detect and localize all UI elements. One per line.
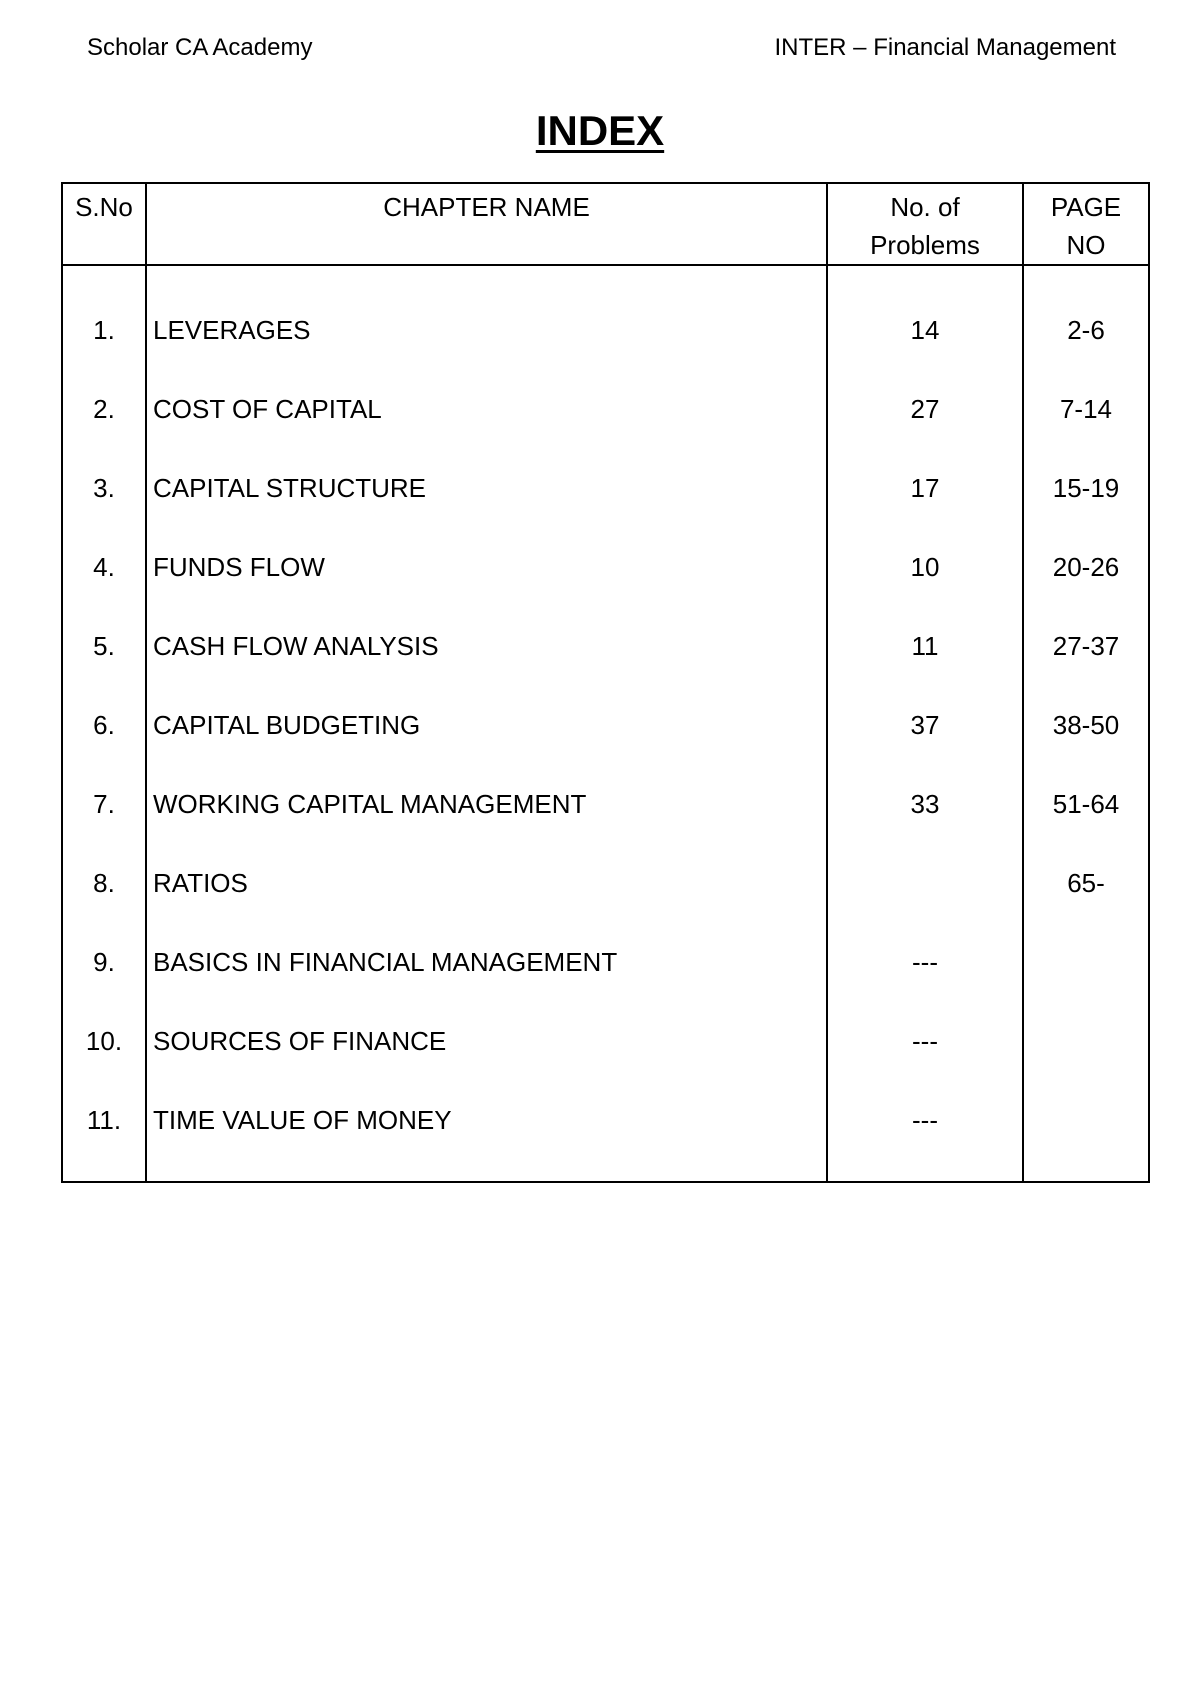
row-problem-count: [827, 843, 1023, 922]
table-row: [62, 527, 1149, 606]
row-chapter-name: RATIOS: [146, 843, 827, 922]
row-page-range: 51-64: [1023, 764, 1149, 843]
row-page-range: 65-: [1023, 843, 1149, 922]
table-row: [62, 290, 1149, 369]
row-problem-count: ---: [827, 922, 1023, 1001]
row-page-range: 15-19: [1023, 448, 1149, 527]
row-page-range: [1023, 1001, 1149, 1080]
row-chapter-name: CASH FLOW ANALYSIS: [146, 606, 827, 685]
row-problem-count: 37: [827, 685, 1023, 764]
row-sno: 4.: [62, 527, 146, 606]
table-row: [62, 1080, 1149, 1159]
column-header-page-line2: NO: [1066, 230, 1106, 260]
row-chapter-name: FUNDS FLOW: [146, 527, 827, 606]
column-header-page-line1: PAGE: [1050, 192, 1122, 222]
table-row: [62, 922, 1149, 1001]
row-problem-count: 17: [827, 448, 1023, 527]
row-problem-count: ---: [827, 1080, 1023, 1159]
column-header-chapter: CHAPTER NAME: [146, 183, 827, 265]
table-row: [62, 1001, 1149, 1080]
row-sno: 5.: [62, 606, 146, 685]
column-header-page: [1023, 183, 1149, 265]
row-chapter-name: TIME VALUE OF MONEY: [146, 1080, 827, 1159]
row-page-range: [1023, 1080, 1149, 1159]
row-chapter-name: LEVERAGES: [146, 290, 827, 369]
row-chapter-name: BASICS IN FINANCIAL MANAGEMENT: [146, 922, 827, 1001]
row-chapter-name: WORKING CAPITAL MANAGEMENT: [146, 764, 827, 843]
table-row: [62, 843, 1149, 922]
row-page-range: [1023, 922, 1149, 1001]
table-row: [62, 369, 1149, 448]
row-problem-count: 10: [827, 527, 1023, 606]
table-row: [62, 606, 1149, 685]
row-chapter-name: CAPITAL BUDGETING: [146, 685, 827, 764]
column-header-problems-line1: No. of: [890, 192, 960, 222]
header-subject: INTER – Financial Management: [774, 34, 1116, 61]
table-spacer-top: [62, 265, 1149, 290]
page-title: [0, 107, 1200, 155]
page-title-text: INDEX: [535, 107, 665, 154]
row-sno: 11.: [62, 1080, 146, 1159]
row-problem-count: 27: [827, 369, 1023, 448]
row-problem-count: 14: [827, 290, 1023, 369]
row-problem-count: 33: [827, 764, 1023, 843]
index-table-header-row: [62, 183, 1149, 265]
table-row: [62, 764, 1149, 843]
row-sno: 9.: [62, 922, 146, 1001]
row-page-range: 2-6: [1023, 290, 1149, 369]
row-sno: 2.: [62, 369, 146, 448]
row-page-range: 38-50: [1023, 685, 1149, 764]
row-problem-count: 11: [827, 606, 1023, 685]
row-problem-count: ---: [827, 1001, 1023, 1080]
row-chapter-name: SOURCES OF FINANCE: [146, 1001, 827, 1080]
row-page-range: 7-14: [1023, 369, 1149, 448]
index-table: [61, 182, 1150, 1183]
table-row: [62, 448, 1149, 527]
row-chapter-name: COST OF CAPITAL: [146, 369, 827, 448]
column-header-sno: S.No: [62, 183, 146, 265]
row-sno: 10.: [62, 1001, 146, 1080]
row-sno: 6.: [62, 685, 146, 764]
row-sno: 3.: [62, 448, 146, 527]
table-spacer-bottom: [62, 1159, 1149, 1182]
header-academy-name: Scholar CA Academy: [87, 34, 313, 61]
row-chapter-name: CAPITAL STRUCTURE: [146, 448, 827, 527]
row-sno: 1.: [62, 290, 146, 369]
column-header-problems: [827, 183, 1023, 265]
column-header-problems-line2: Problems: [870, 230, 980, 260]
row-page-range: 27-37: [1023, 606, 1149, 685]
row-sno: 7.: [62, 764, 146, 843]
row-sno: 8.: [62, 843, 146, 922]
table-row: [62, 685, 1149, 764]
row-page-range: 20-26: [1023, 527, 1149, 606]
